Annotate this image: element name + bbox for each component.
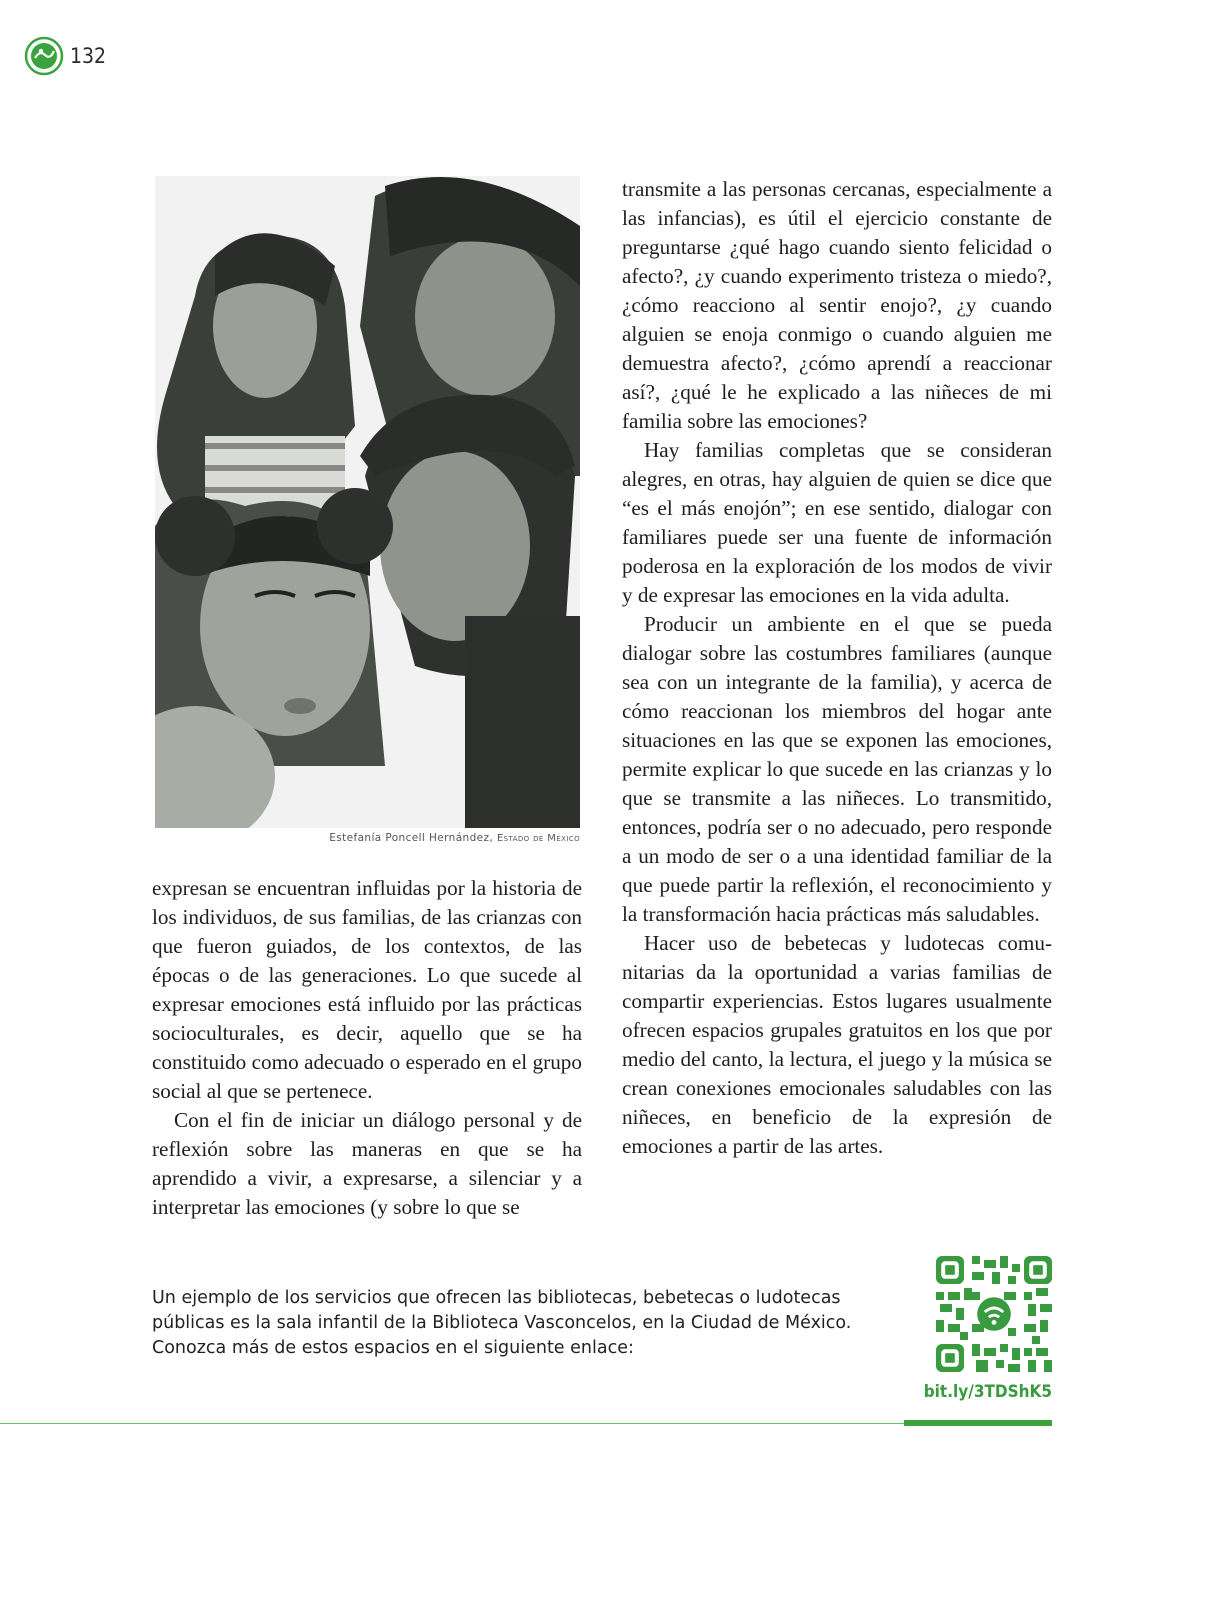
divider-accent xyxy=(904,1420,1052,1426)
paragraph: Hacer uso de bebetecas y ludotecas comunitarias da la oportunidad a varias familias de compartir experiencias. Estos lugares usualmente ofrecen espacios grupales gratuitos en los que por medio del canto, la lectura, el juego y la música se crean conexiones emocionales saludables con las niñeces, en beneficio de la expresión de emociones a partir de las artes. xyxy=(622,931,1052,1158)
green-circle-logo-icon xyxy=(24,36,64,76)
short-link[interactable]: bit.ly/3TDShK5 xyxy=(923,1382,1052,1402)
page-number: 132 xyxy=(70,44,107,68)
paragraph: Hay familias completas que se consideran alegres, en otras, hay alguien de quien se dice que “es el más enojón”; en ese sentido, dialogar con familiares puede ser una fuente de información poderosa en la exploración de los modos de vivir y de expresar las emociones en la vida adulta. xyxy=(622,438,1052,607)
qr-code-icon[interactable] xyxy=(936,1256,1052,1372)
caption-author: Estefanía Poncell Hernández, xyxy=(329,832,497,844)
paragraph: transmite a las personas cercanas, especialmente a las infancias), es útil el ejercicio constante de preguntarse ¿qué hago cuando siento felicidad o afecto?, ¿y cuando experimento tristeza o miedo?, ¿cómo reacciono al sentir enojo?, ¿y cuando alguien se enoja conmigo o cuando alguien me demuestra afecto?, ¿cómo aprendí a reaccionar así?, ¿qué le he explicado a las niñeces de mi familia sobre las emociones? xyxy=(622,177,1052,433)
paragraph: Con el fin de iniciar un diálogo personal y de reflexión sobre las maneras en que se ha aprendido a vivir, a expresarse, a silenciar y a interpretar las emociones (y sobre lo que se xyxy=(152,1108,582,1219)
caption-place: Estado de México xyxy=(496,833,580,844)
grayscale-illustration-of-four-young-people xyxy=(155,176,580,828)
divider-line xyxy=(0,1423,904,1424)
illustration-caption xyxy=(155,832,580,844)
illustration xyxy=(155,176,580,828)
paragraph: Producir un ambiente en el que se pueda dialogar sobre las costumbres familiares (aunque sea con un integrante de la familia), y acerca de cómo reaccionan los miembros del hogar ante situaciones en las que se exponen las emociones, permite explicar lo que sucede en las crianzas y lo que se transmite a las niñeces. Lo transmitido, entonces, podría ser o no adecuado, pero responde a un modo de ser o a una identidad familiar de la que puede partir la reflexión, el reconocimiento y la transformación hacia prácticas más saludables. xyxy=(622,612,1052,926)
paragraph: expresan se encuentran influidas por la historia de los individuos, de sus familias, de las crianzas con que fueron guiados, de los contextos, de las épocas o de las generaciones. Lo que sucede al expresar emociones está influido por las prácticas socioculturales, es decir, aquello que se ha constituido como adecuado o esperado en el grupo social al que se pertenece. xyxy=(152,876,582,1103)
page-header xyxy=(24,36,106,76)
resource-note: Un ejemplo de los servicios que ofrecen las bibliotecas, bebetecas o ludotecas públicas es la sala infantil de la Biblioteca Vasconcelos, en la Ciudad de México. Conozca más de estos espacios en el siguiente enlace: xyxy=(152,1288,852,1358)
left-column xyxy=(152,874,582,1222)
right-column xyxy=(622,175,1052,1161)
